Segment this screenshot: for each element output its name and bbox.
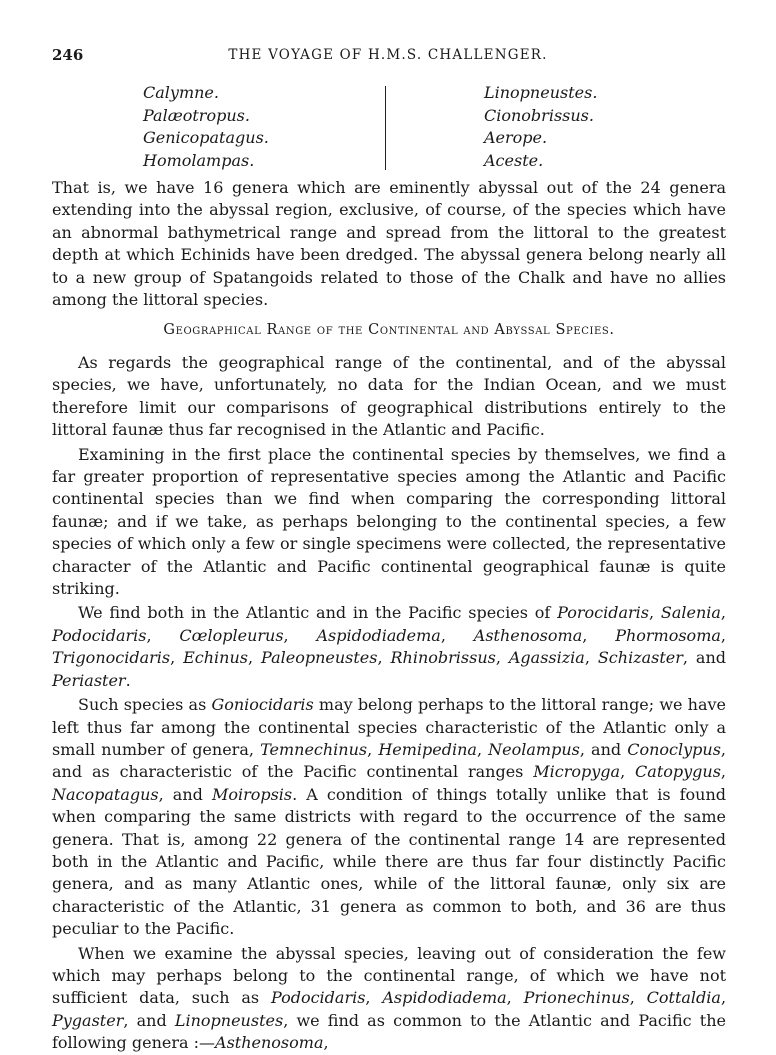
genus-name: Neolampus: [488, 739, 580, 759]
text-run: Such species as: [78, 695, 212, 715]
text-run: .: [125, 670, 131, 690]
genus-entry: Homolampas.: [143, 150, 255, 170]
genus-name: Agassizia: [508, 648, 585, 668]
paragraph-continental-species: Examining in the first place the continental species by themselves, we find a far greater proportion of representative species among the Atlantic and Pacific continental species than we find when comparing the corresponding littoral faunæ; and if we take, as perhaps belonging to the continental species, a few species of which only a few or single specimens were collected, the representative character of the Atlantic and Pacific continental geographical faunæ is quite striking.: [52, 444, 726, 599]
genus-name: Porocidaris: [557, 603, 649, 623]
text-run: When we examine the abyssal species, leaving out of consideration the few which may perhaps belong to the continental range, of which we have not sufficient data, such as: [52, 943, 726, 1008]
genus-name: Asthenosoma: [215, 1033, 324, 1053]
genera-column-left: [143, 82, 269, 172]
intro-paragraph: That is, we have 16 genera which are eminently abyssal out of the 24 genera extending into the abyssal region, exclusive, of course, of the species which have an abnormal bathymetrical range and spread from the littoral to the greatest depth at which Echinids have been dredged. The abyssal genera belong nearly all to a new group of Spatangoids related to those of the Chalk and have no allies among the littoral species.: [52, 178, 726, 310]
genus-name: Paleopneustes: [261, 648, 378, 668]
genus-name: Phormosoma: [615, 625, 721, 645]
genus-name: Salenia: [660, 603, 721, 623]
genus-name: Hemipedina: [378, 739, 477, 759]
genus-name: Schizaster: [597, 648, 683, 668]
text-run: , and: [682, 648, 727, 668]
column-divider: [385, 86, 386, 170]
genus-name: Goniocidaris: [211, 695, 314, 715]
genus-entry: Palæotropus.: [143, 105, 250, 125]
text-run: may belong perhaps to the littoral range; we have left thus far among the continental species characteristic of the Atlantic only a small number of genera,: [52, 695, 727, 759]
genus-entry: Aceste.: [484, 150, 544, 170]
intro-paragraph-block: [52, 177, 726, 311]
genus-entry: Cionobrissus.: [484, 105, 594, 125]
genus-entry: Linopneustes.: [484, 83, 598, 102]
genera-column-right: [484, 82, 597, 172]
running-title: THE VOYAGE OF H.M.S. CHALLENGER.: [228, 47, 548, 63]
genus-name: Echinus: [183, 648, 248, 668]
paragraph-range-intro: As regards the geographical range of the continental, and of the abyssal species, we have, unfortunately, no data for the Indian Ocean, and we must therefore limit our comparisons of geographical distributions entirely to the littoral faunæ thus far recognised in the Atlantic and Pacific.: [52, 353, 726, 440]
page-number: 246: [52, 46, 84, 64]
genus-name: Linopneustes: [174, 1010, 284, 1030]
text-run: ,: [323, 1033, 329, 1053]
text-run: , we find as common to the Atlantic and Pacific the following genera :—: [52, 1010, 726, 1053]
text-run: . A condition of things totally unlike that is found when comparing the same districts with regard to the occurrence of the same genera. That is, among 22 genera of the continental range 14 are represented both in the Atlantic and Pacific, while there are thus far four distinctly Pacific genera, and as many Atlantic ones, while of the littoral faunæ, only six are characteristic of the Atlantic, 31 genera as common to both, and 36 are thus peculiar to the Pacific.: [52, 784, 726, 939]
genus-name: Rhinobrissus: [390, 648, 496, 668]
paragraph-abyssal-species: When we examine the abyssal species, leaving out of consideration the few which may perhaps belong to the continental range, of which we have not sufficient data, such as Podocidaris, Aspidodiadema, Prionechinus, Cottaldia, Pygaster, and Linopneustes, we find as common to the Atlantic and Pacific the following genera :—Asthenosoma,: [52, 943, 727, 1053]
genus-name: Aspidodiadema: [382, 988, 507, 1008]
text-run: , and: [158, 784, 212, 804]
section-heading: Geographical Range of the Continental and Abyssal Species.: [163, 322, 615, 338]
genus-name: Podocidaris: [52, 625, 147, 645]
genus-name: Podocidaris: [270, 988, 366, 1008]
genus-name: Catopygus: [635, 762, 721, 782]
text-run: We find both in the Atlantic and in the Pacific species of: [78, 603, 558, 623]
genus-name: Cottaldia: [646, 988, 721, 1008]
genus-entry: Calymne.: [143, 83, 219, 102]
abyssal-genera-table: [140, 82, 620, 174]
genus-name: Nacopatagus: [52, 784, 159, 804]
page-header: [52, 46, 724, 68]
genus-name: Moiropsis: [211, 784, 293, 804]
genus-name: Aspidodiadema: [316, 625, 441, 645]
paragraph-continental-range: Such species as Goniocidaris may belong perhaps to the littoral range; we have left thus far among the continental species characteristic of the Atlantic only a small number of genera, Temnechinus, Hemipedina, Neolampus, and Conoclypus, and as characteristic of the Pacific continental ranges Micropyga, Catopygus, Nacopatagus, and Moiropsis. A condition of things totally unlike that is found when comparing the same districts with regard to the occurrence of the same genera. That is, among 22 genera of the continental range 14 are represented both in the Atlantic and Pacific, while there are thus far four distinctly Pacific genera, and as many Atlantic ones, while of the littoral faunæ, only six are characteristic of the Atlantic, 31 genera as common to both, and 36 are thus peculiar to the Pacific.: [52, 695, 727, 939]
genus-entry: Genicopatagus.: [143, 128, 269, 147]
body-text: [52, 352, 726, 1055]
genus-name: Pygaster: [52, 1010, 124, 1030]
paragraph-common-genera: We find both in the Atlantic and in the Pacific species of Porocidaris, Salenia, Podocidaris, Cœlopleurus, Aspidodiadema, Asthenosoma, Phormosoma, Trigonocidaris, Echinus, Paleopneustes, Rhinobrissus, Agassizia, Schizaster, and Periaster.: [52, 603, 727, 690]
genus-name: Asthenosoma: [473, 625, 583, 645]
genus-name: Periaster: [52, 670, 126, 690]
genus-name: Temnechinus: [260, 739, 368, 759]
genus-name: Trigonocidaris: [52, 648, 171, 668]
text-run: , and as characteristic of the Pacific continental ranges: [52, 739, 727, 782]
text-run: , and: [123, 1010, 175, 1030]
genus-name: Prionechinus: [523, 988, 630, 1008]
genus-name: Cœlopleurus: [179, 625, 284, 645]
genus-name: Conoclypus: [627, 739, 721, 759]
text-run: , and: [579, 739, 628, 759]
genus-name: Micropyga: [533, 762, 621, 782]
genus-entry: Aerope.: [484, 128, 548, 147]
